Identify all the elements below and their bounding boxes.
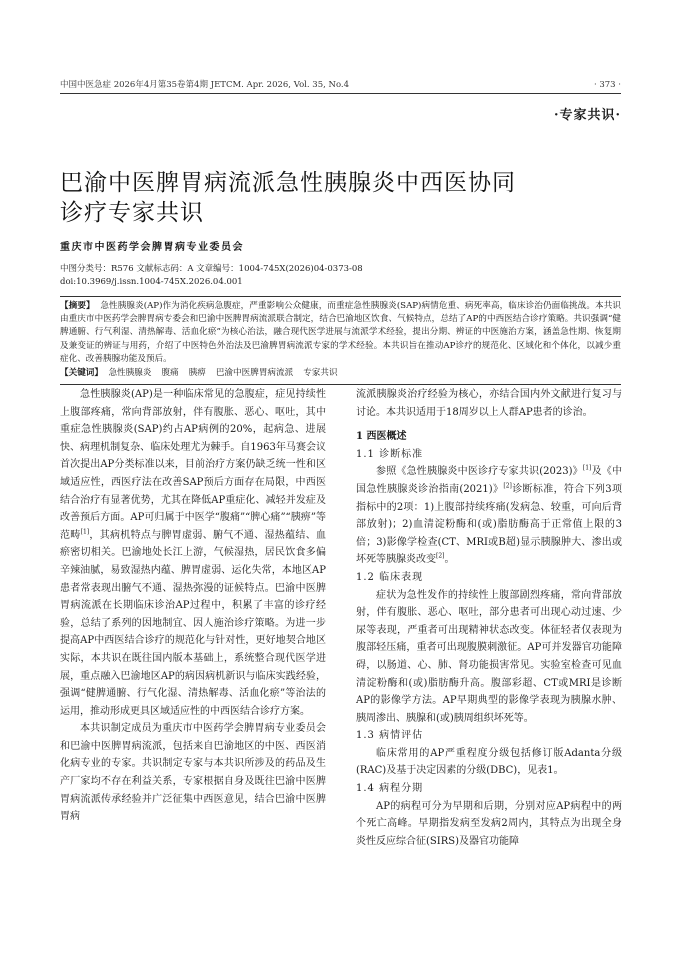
paragraph-text: 及《中国急性胰腺炎诊治指南(2021)》	[356, 466, 622, 495]
subsection-heading: 1.1 诊断标准	[356, 448, 424, 460]
section-heading: 1 西医概述	[356, 431, 407, 443]
paragraph-assessment: 临床常用的AP严重程度分级包括修订版Adanta分级(RAC)及基于决定因素的分级(DBC)，见表1。	[356, 747, 622, 777]
paragraph-text: 急性胰腺炎(AP)是一种临床常见的急腹症，症见持续性上腹部疼痛，常向背部放射，伴有腹胀、恶心、呕吐，其中重症急性胰腺炎(SAP)约占AP病例的20%，起病急、进展快、病理机制复杂、临床处理尤为棘手。自1963年马赛会议首次提出AP分类标准以来，目前治疗方案仍缺乏统一性和区域适应性，西医疗法在改善SAP预后方面存在局限，中西医结合治疗有显著优势，尤其在降低AP重症化、减轻并发症及改善预后方面。AP可归属于中医学“腹痛”“脾心痛”“胰痹”等范畴	[60, 389, 326, 541]
citation[interactable]: [2]	[503, 482, 512, 490]
keyword: 巴渝中医脾胃病流派	[215, 368, 294, 379]
keyword: 腹痛	[161, 368, 179, 379]
keywords-label: 【关键词】	[60, 368, 103, 379]
abstract-box	[60, 296, 621, 385]
authors: 重庆市中医药学会脾胃病专业委员会	[60, 242, 244, 253]
paragraph-clinical: 症状为急性发作的持续性上腹部剧烈疼痛，常向背部放射，伴有腹胀、恶心、呕吐，部分患者可出现心动过速、少尿等表现，严重者可出现精神状态改变。体征轻者仅表现为腹部轻压痛，重者可出现腹膜刺激征。AP可并发器官功能障碍，以肠道、心、肺、肾功能损害常见。实验室检查可见血清淀粉酶和(或)脂肪酶升高。腹部彩超、CT或MRI是诊断AP的影像学方法。AP早期典型的影像学表现为胰腺水肿、胰周渗出、胰腺和(或)胰周组织坏死等。	[356, 589, 622, 724]
running-header	[60, 79, 621, 94]
keyword: 急性胰腺炎	[108, 368, 152, 379]
subsection-heading: 1.3 病情评估	[356, 730, 424, 742]
subsection-heading: 1.2 临床表现	[356, 571, 424, 583]
paragraph-staging: AP的病程可分为早期和后期，分别对应AP病程中的两个死亡高峰。早期指发病至发病2周内，其特点为出现全身炎性反应综合征(SIRS)及器官功能障	[356, 800, 622, 847]
paragraph-members: 本共识制定成员为重庆市中医药学会脾胃病专业委员会和巴渝中医脾胃病流派，包括来自巴渝地区的中医、西医消化病专业的专家。共识制定专家与本共识所涉及的药品及生产厂家均不存在利益关系，专家根据自身及既往巴渝中医脾胃病流派传承经验并广泛征集中西医意见，结合巴渝中医脾胃病	[60, 723, 326, 823]
keyword: 胰痹	[188, 368, 206, 379]
paragraph-diagnosis	[356, 463, 622, 569]
journal-info: 中国中医急症 2026年4月第35卷第4期 JETCM. Apr. 2026, Vol. 35, No.4	[60, 80, 350, 90]
article-meta	[60, 263, 363, 289]
citation[interactable]: [1]	[80, 528, 90, 536]
paragraph-text: ，其病机特点与脾胃虚弱、腑气不通、湿热蕴结、血瘀密切相关。巴渝地处长江上游，气候湿热，居民饮食多偏辛辣油腻，易致湿热内蕴、脾胃虚弱、运化失常，本地区AP患者常表现出腑气不通、湿热弥漫的证候特点。巴渝中医脾胃病流派在长期临床诊治AP过程中，积累了丰富的诊疗经验，总结了系列的因地制宜、因人施治诊疗策略。为进一步提高AP中西医结合诊疗的规范化与针对性，更好地契合地区实际，本共识在既往国内版本基础上，系统整合现代医学进展，重点融入巴渝地区AP的病因病机新识与临床实践经验，强调“健脾通腑、行气化湿、清热解毒、活血化瘀”等治法的运用，推动形成更具区域适应性的中西医结合诊疗方案。	[60, 529, 327, 717]
page-number: · 373 ·	[593, 80, 621, 90]
body-column-left	[60, 386, 326, 826]
paragraph-continued: 流派胰腺炎治疗经验为核心，亦结合国内外文献进行复习与讨论。本共识适用于18周岁以上人群AP患者的诊治。	[356, 389, 622, 418]
citation[interactable]: [1]	[582, 465, 592, 473]
column-tag: ·专家共识·	[553, 108, 621, 123]
paragraph-text: 参照《急性胰腺炎中医诊疗专家共识(2023)》	[376, 466, 583, 478]
paragraph-text: 诊断标准，符合下列3项指标中的2项：1)上腹部持续疼痛(发病急、较重，可向后背部放射)；2)血清淀粉酶和(或)脂肪酶高于正常值上限的3倍；3)影像学检查(CT、MRI或B超)显示胰腺肿大、渗出或坏死等胰腺炎改变	[356, 483, 622, 566]
doi-line: doi:10.3969/j.issn.1004-745X.2026.04.001	[60, 277, 243, 287]
classification-line: 中图分类号：R576 文献标志码：A 文章编号：1004-745X(2026)04-0373-08	[60, 264, 363, 274]
body-column-right	[356, 386, 622, 850]
abstract	[60, 300, 621, 366]
paragraph-text: 。	[444, 554, 455, 566]
keyword: 专家共识	[303, 368, 338, 379]
citation[interactable]: [2]	[436, 553, 445, 561]
keywords	[60, 367, 621, 380]
paragraph-intro	[60, 386, 326, 720]
abstract-text: 急性胰腺炎(AP)作为消化疾病急腹症，严重影响公众健康，而重症急性胰腺炎(SAP)病情危重、病死率高，临床诊治仍面临挑战。本共识由重庆市中医药学会脾胃病专委会和巴渝中医脾胃病流派联合制定，结合巴渝地区饮食、气候特点，总结了AP的中西医结合诊疗策略。共识强调“健脾通腑、行气利湿、清热解毒、活血化瘀”为核心治法，融合现代医学进展与流派学术经验，提出分期、辨证的中医施治方案，涵盖急性期、恢复期及兼变证的辨证与用药，介绍了中医特色外治法及巴渝脾胃病流派专家的学术经验。本共识旨在推动AP诊疗的规范化、区域化和个体化，以减少重症化、改善胰腺功能及预后。	[60, 301, 621, 364]
article-title: 巴渝中医脾胃病流派急性胰腺炎中西医协同诊疗专家共识	[60, 170, 516, 226]
abstract-label: 【摘要】	[60, 301, 95, 311]
subsection-heading: 1.4 病程分期	[356, 783, 424, 795]
